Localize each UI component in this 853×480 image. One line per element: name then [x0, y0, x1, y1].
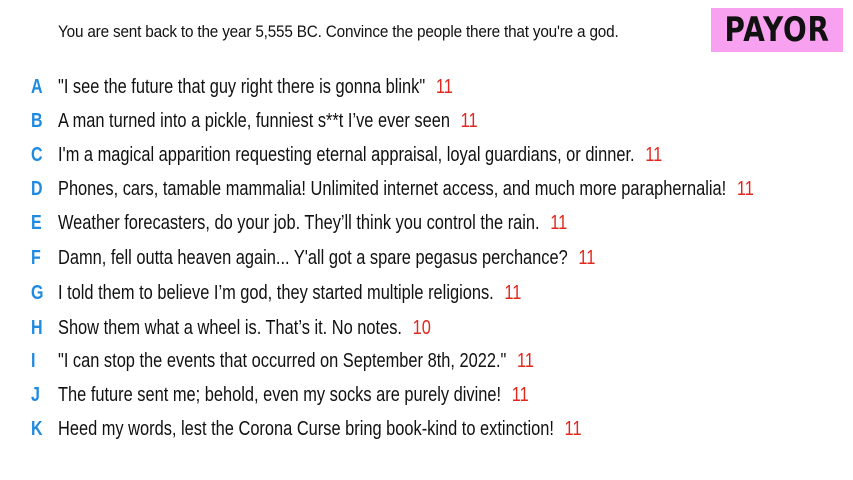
answer-score: 11 — [736, 177, 754, 200]
answer-row-i[interactable] — [0, 346, 853, 376]
answer-score: 11 — [460, 109, 478, 132]
answer-content — [58, 144, 662, 167]
answer-text: Weather forecasters, do your job. They’ll think you control the rain. — [58, 211, 540, 234]
answer-letter: E — [31, 211, 42, 234]
answer-letter: D — [31, 177, 43, 200]
player-badge — [711, 8, 843, 52]
answer-score: 11 — [517, 349, 535, 372]
answer-score: 11 — [511, 383, 529, 406]
answer-row-e[interactable] — [0, 208, 853, 238]
answer-row-k[interactable] — [0, 414, 853, 444]
answer-content — [58, 76, 453, 99]
answer-text: The future sent me; behold, even my socks are purely divine! — [58, 383, 502, 406]
answer-score: 11 — [550, 211, 568, 234]
answer-letter: F — [31, 246, 41, 269]
answer-content — [58, 350, 534, 373]
answer-text: "I see the future that guy right there is gonna blink" — [58, 75, 426, 98]
answer-text: A man turned into a pickle, funniest s**t I’ve ever seen — [58, 109, 450, 132]
answer-text: Show them what a wheel is. That’s it. No notes. — [58, 316, 402, 339]
answer-content — [58, 317, 431, 340]
answer-row-b[interactable] — [0, 106, 853, 136]
answer-row-a[interactable] — [0, 72, 853, 102]
answer-letter: C — [31, 143, 43, 166]
answer-letter: G — [31, 281, 44, 304]
answer-text: I told them to believe I’m god, they started multiple religions. — [58, 281, 494, 304]
answer-letter: I — [31, 349, 36, 372]
answer-text: Heed my words, lest the Corona Curse bring book-kind to extinction! — [58, 417, 554, 440]
answer-content — [58, 247, 595, 270]
answer-text: I'm a magical apparition requesting eternal appraisal, loyal guardians, or dinner. — [58, 143, 635, 166]
answer-text: Damn, fell outta heaven again... Y'all got a spare pegasus perchance? — [58, 246, 568, 269]
answer-score: 10 — [412, 316, 431, 339]
answer-letter: B — [31, 109, 43, 132]
answer-content — [58, 110, 478, 133]
answer-content — [58, 418, 582, 441]
answer-content — [58, 178, 754, 201]
answer-content — [58, 384, 529, 407]
badge-label: PAYOR — [724, 10, 830, 50]
answer-row-d[interactable] — [0, 174, 853, 204]
answer-score: 11 — [564, 417, 582, 440]
answer-letter: J — [31, 383, 40, 406]
answer-letter: K — [31, 417, 43, 440]
answer-content — [58, 282, 521, 305]
answer-row-c[interactable] — [0, 140, 853, 170]
answer-content — [58, 212, 567, 235]
answer-row-j[interactable] — [0, 380, 853, 410]
answer-row-f[interactable] — [0, 243, 853, 273]
answer-score: 11 — [578, 246, 596, 269]
answer-score: 11 — [645, 143, 663, 166]
answer-text: "I can stop the events that occurred on September 8th, 2022." — [58, 349, 507, 372]
answer-letter: H — [31, 316, 43, 339]
answer-letter: A — [31, 75, 43, 98]
prompt-text: You are sent back to the year 5,555 BC. Convince the people there that you're a god. — [58, 22, 619, 41]
answer-score: 11 — [435, 75, 453, 98]
answer-row-g[interactable] — [0, 278, 853, 308]
answer-row-h[interactable] — [0, 313, 853, 343]
answer-score: 11 — [504, 281, 522, 304]
answer-text: Phones, cars, tamable mammalia! Unlimited internet access, and much more paraphernalia! — [58, 177, 727, 200]
